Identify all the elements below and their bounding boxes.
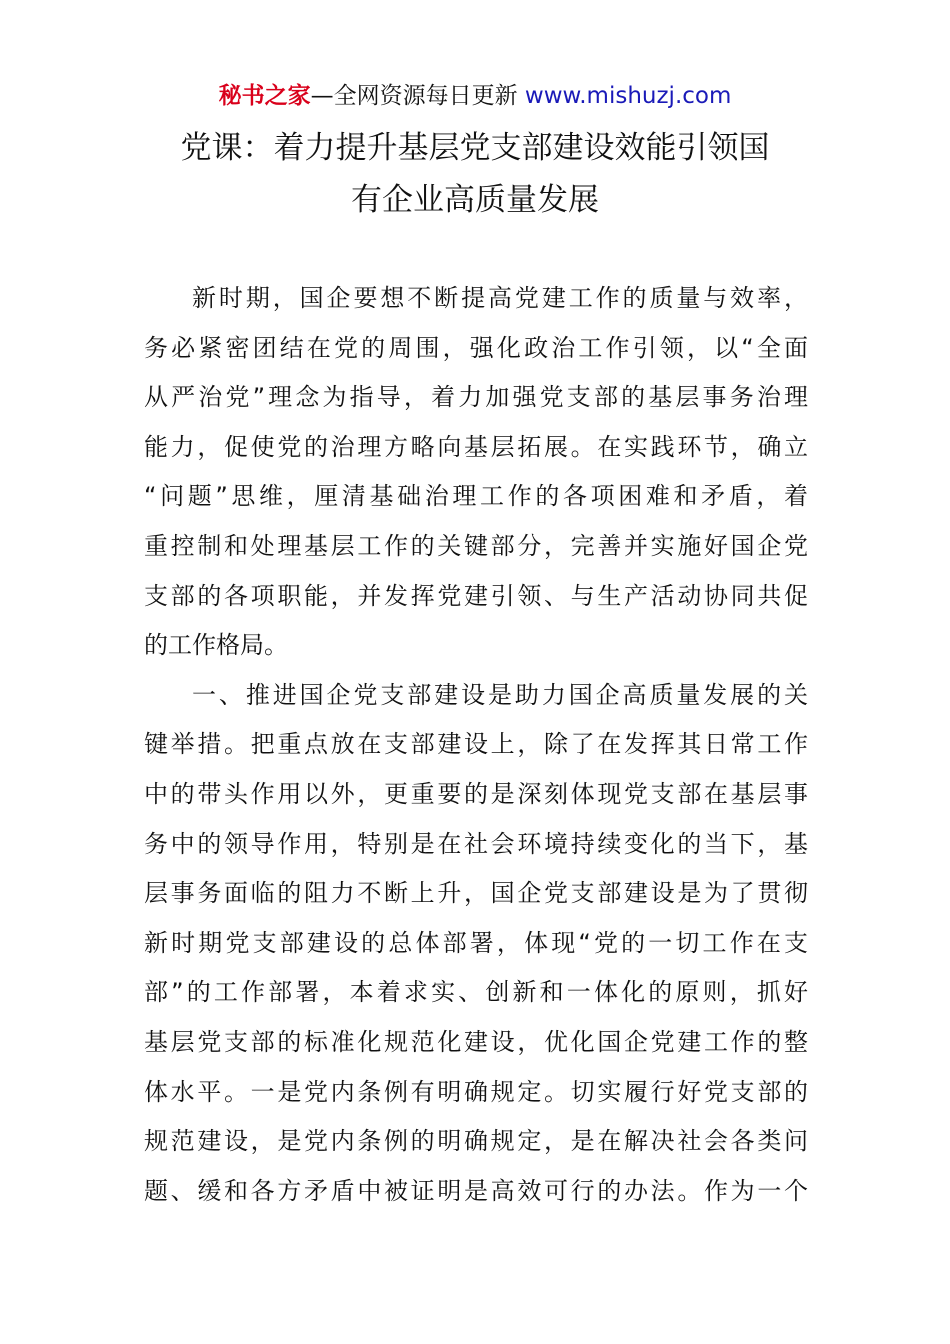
paragraph-line: 体水平。一是党内条例有明确规定。切实履行好党支部的 [144,1077,808,1106]
title-line-1: 党课：着力提升基层党支部建设效能引领国 [180,130,770,166]
paragraph-line: 一、推进国企党支部建设是助力国企高质量发展的关 [192,680,808,709]
document-body [144,274,808,1216]
paragraph-line: 新时期，国企要想不断提高党建工作的质量与效率， [192,284,808,312]
paragraph-line: 能力，促使党的治理方略向基层拓展。在实践环节，确立 [144,432,808,461]
paragraph-line: 务中的领导作用，特别是在社会环境持续变化的当下，基 [144,829,808,858]
paragraph-line: 部”的工作部署，本着求实、创新和一体化的原则，抓好 [144,978,808,1007]
paragraph-line: 的工作格局。 [144,631,288,660]
site-url-link[interactable]: www.mishuzj.com [524,83,732,109]
paragraph-line: 基层党支部的标准化规范化建设，优化国企党建工作的整 [144,1027,808,1056]
title-line-2: 有企业高质量发展 [351,182,599,218]
site-tagline: —全网资源每日更新 [310,83,525,109]
paragraph-line: 层事务面临的阻力不断上升，国企党支部建设是为了贯彻 [144,879,808,908]
paragraph-line: “问题”思维，厘清基础治理工作的各项困难和矛盾，着 [144,482,808,511]
document-title [0,122,950,226]
paragraph-line: 重控制和处理基层工作的关键部分，完善并实施好国企党 [144,531,808,560]
paragraph-line: 题、缓和各方矛盾中被证明是高效可行的办法。作为一个 [144,1176,808,1205]
paragraph-line: 从严治党”理念为指导，着力加强党支部的基层事务治理 [144,383,808,412]
paragraph-1 [144,274,808,671]
paragraph-2 [144,671,808,1217]
paragraph-line: 中的带头作用以外，更重要的是深刻体现党支部在基层事 [144,779,808,808]
site-brand: 秘书之家 [218,83,311,109]
paragraph-line: 规范建设，是党内条例的明确规定，是在解决社会各类问 [144,1127,808,1156]
paragraph-line: 新时期党支部建设的总体部署，体现“党的一切工作在支 [144,928,808,957]
paragraph-line: 支部的各项职能，并发挥党建引领、与生产活动协同共促 [144,581,808,610]
paragraph-line: 务必紧密团结在党的周围，强化政治工作引领，以“全面 [144,333,808,362]
paragraph-line: 键举措。把重点放在支部建设上，除了在发挥其日常工作 [144,730,808,759]
site-header [0,80,950,112]
